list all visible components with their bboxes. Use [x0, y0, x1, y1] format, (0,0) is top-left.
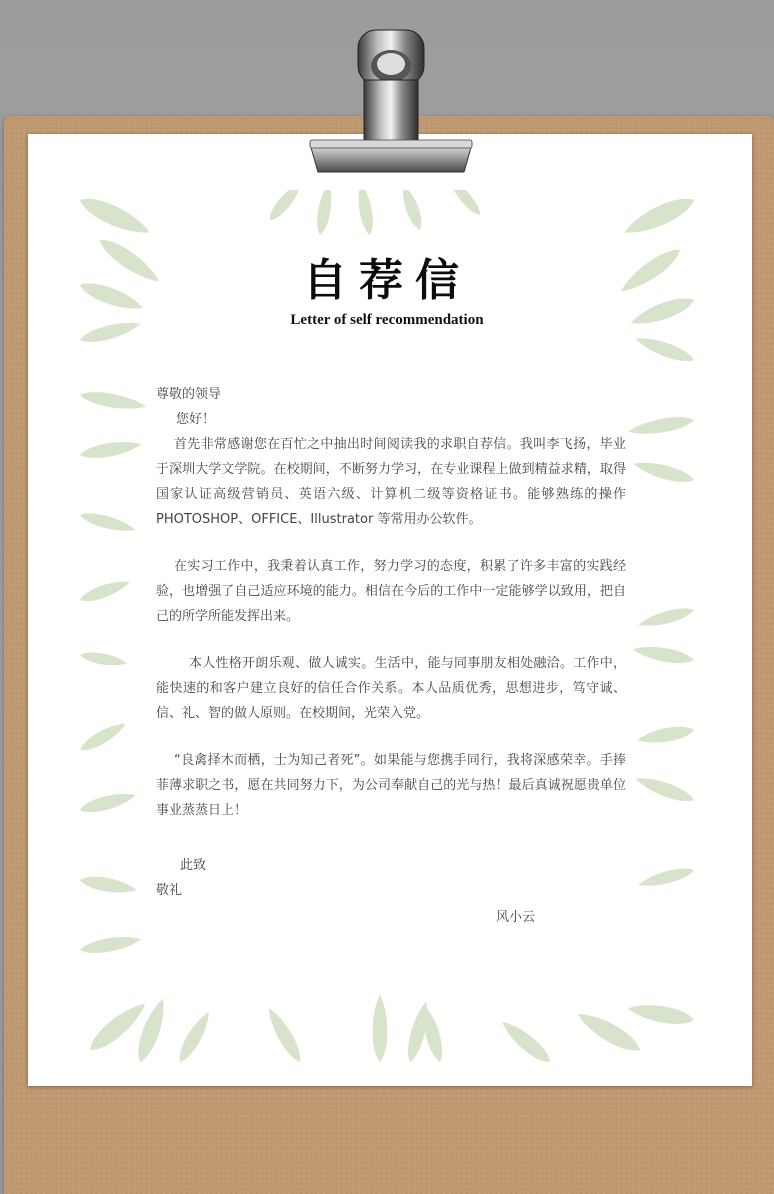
paragraph-personality: 本人性格开朗乐观、做人诚实。生活中，能与同事朋友相处融洽。工作中，能快速的和客户建立良好的信任合作关系。本人品质优秀，思想进步，笃守诚、信、礼、智的做人原则。在校期间，光荣入党。 — [156, 656, 626, 721]
paragraph-internship: 在实习工作中，我秉着认真工作，努力学习的态度，积累了许多丰富的实践经验，也增强了自己适应环境的能力。相信在今后的工作中一定能够学以致用，把自己的所学所能发挥出来。 — [156, 559, 626, 624]
binder-clip-icon — [300, 26, 480, 176]
closing-jingli: 敬礼 — [156, 883, 183, 898]
greeting: 您好！ — [176, 412, 216, 427]
letter-title-chinese: 自荐信 — [303, 255, 471, 306]
paragraph-education: 首先非常感谢您在百忙之中抽出时间阅读我的求职自荐信。我叫李飞扬，毕业于深圳大学文学院。在校期间，不断努力学习，在专业课程上做到精益求精，取得国家认证高级营销员、英语六级、计算机二级等资格证书。能够熟练的操作 PHOTOSHOP、OFFICE、Illustrator 等常用办公软件。 — [156, 437, 626, 527]
salutation: 尊敬的领导 — [156, 387, 222, 402]
closing-cizhi: 此致 — [180, 858, 207, 873]
paragraph-closing-wish: “良禽择木而栖，士为知己者死”。如果能与您携手同行，我将深感荣幸。手捧菲薄求职之书，愿在共同努力下，为公司奉献自己的光与热！最后真诚祝愿贵单位事业蒸蒸日上！ — [156, 753, 626, 818]
signature: 风小云 — [496, 910, 536, 925]
letter-title-english: Letter of self recommendation — [290, 312, 484, 328]
letter-body — [156, 382, 626, 930]
